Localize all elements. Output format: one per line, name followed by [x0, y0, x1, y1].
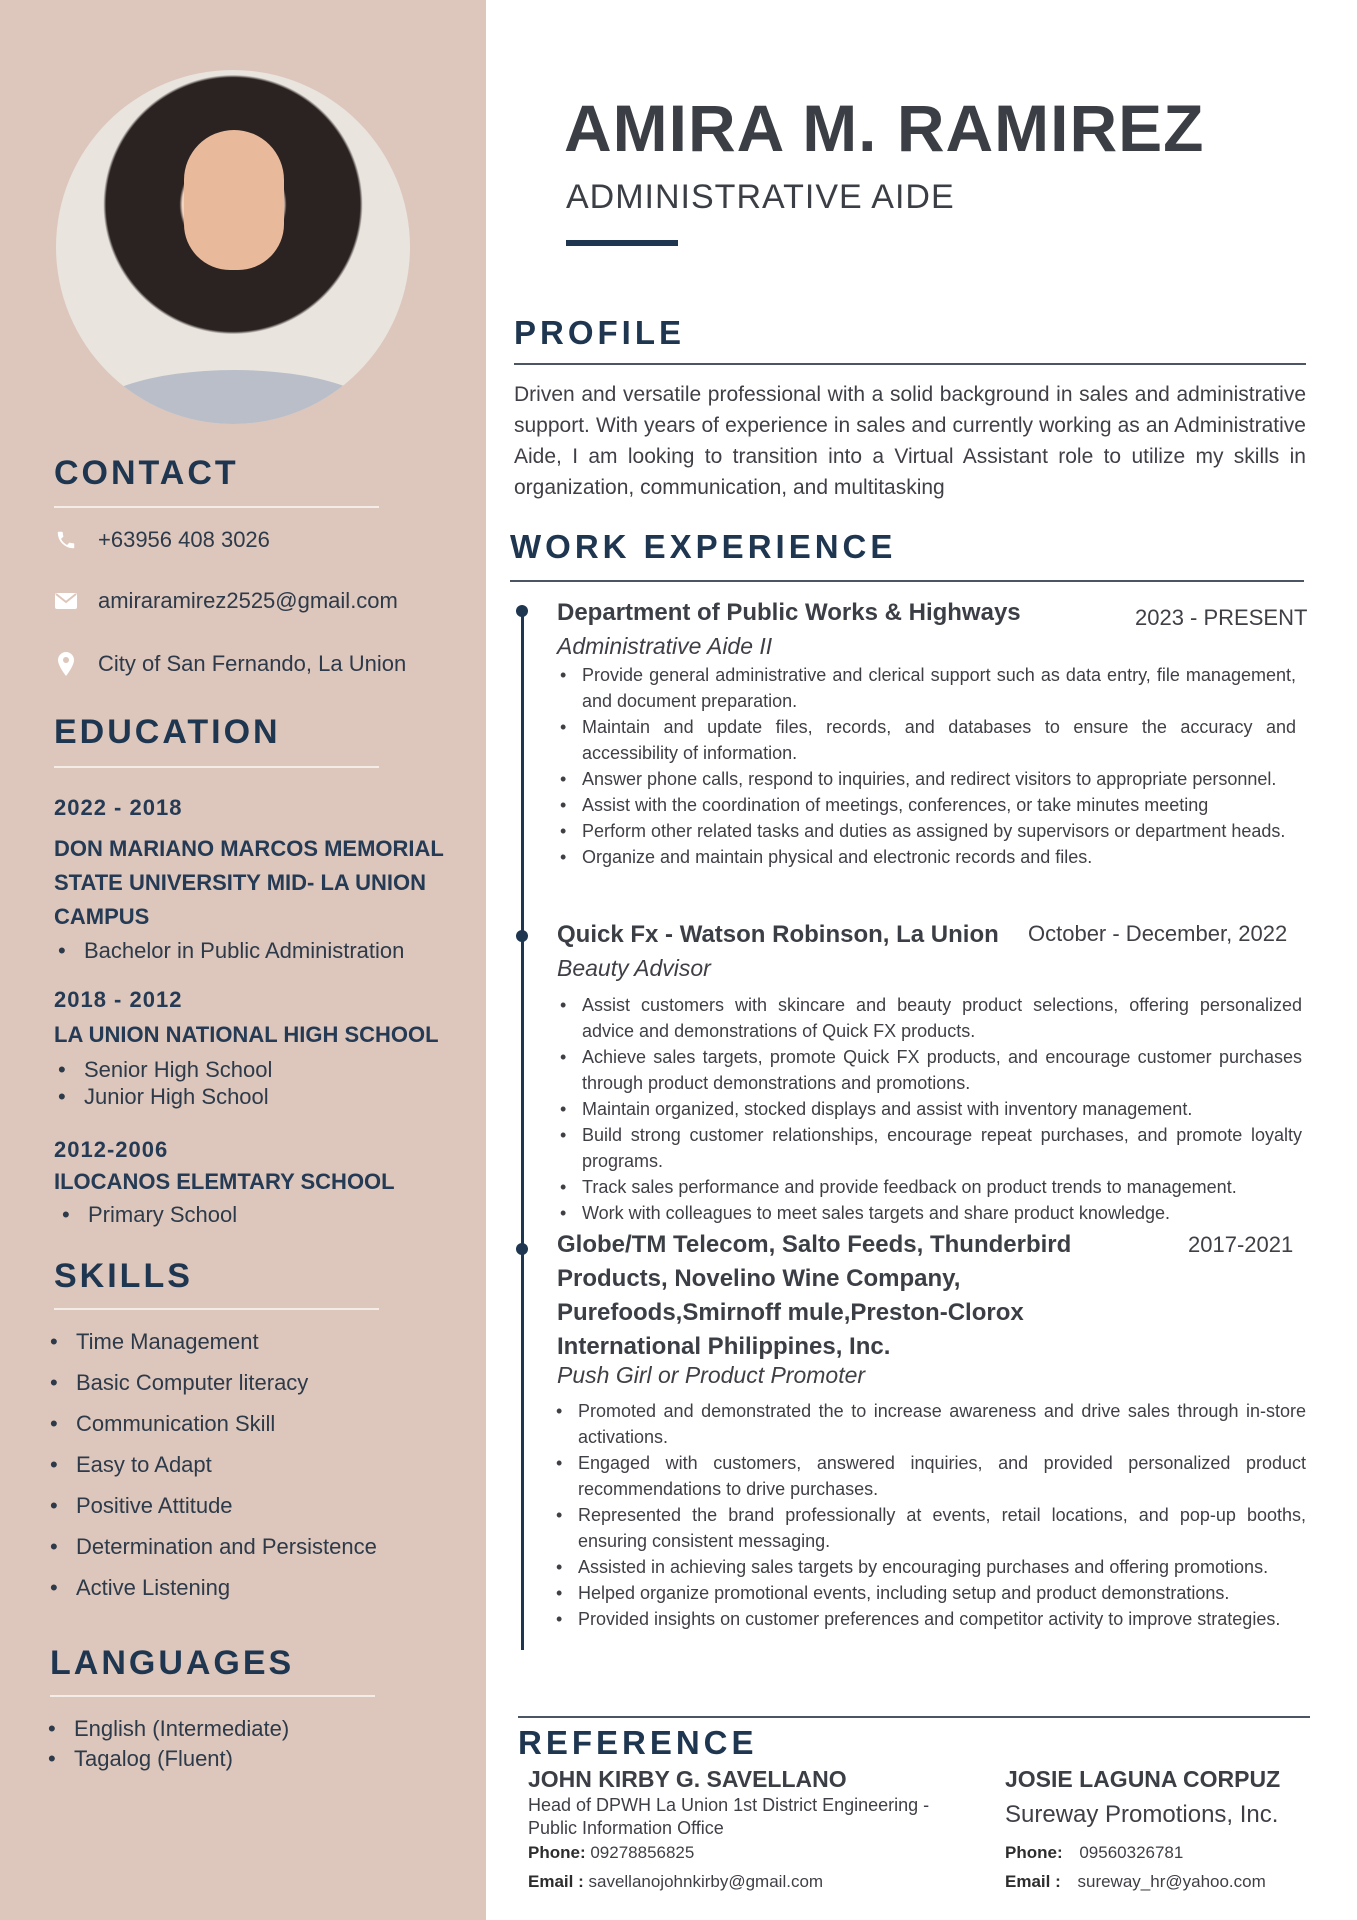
skill-item: • Basic Computer literacy [46, 1367, 466, 1408]
job-date: 2023 - PRESENT [1135, 605, 1308, 630]
job-bullet: • Assisted in achieving sales targets by encouraging purchases and offering promotions. [554, 1554, 1306, 1580]
email-label: Email : [528, 1872, 584, 1891]
skill-item: • Time Management [46, 1326, 466, 1367]
job-role: Administrative Aide II [557, 633, 773, 659]
job-bullet: • Assist with the coordination of meetings, conferences, or take minutes meeting [558, 792, 1296, 818]
job-bullet: • Work with colleagues to meet sales targets and share product knowledge. [558, 1200, 1302, 1226]
contact-address [54, 648, 406, 680]
education-rule [54, 766, 379, 768]
reference-phone[interactable] [1005, 1843, 1183, 1863]
title-underline [566, 240, 678, 246]
job-bullet: • Track sales performance and provide feedback on product trends to management. [558, 1174, 1302, 1200]
job-bullet: • Organize and maintain physical and electronic records and files. [558, 844, 1296, 870]
timeline-dot [516, 1243, 528, 1255]
email-value: sureway_hr@yahoo.com [1077, 1872, 1266, 1891]
photo-face [184, 130, 284, 270]
skills-heading: SKILLS [54, 1257, 193, 1295]
contact-email[interactable] [54, 585, 398, 617]
phone-text: +63956 408 3026 [98, 527, 270, 552]
job-bullet: • Perform other related tasks and duties as assigned by supervisors or department heads. [558, 818, 1296, 844]
education-items [54, 937, 474, 964]
reference-email[interactable] [528, 1872, 823, 1892]
skill-item: • Positive Attitude [46, 1490, 466, 1531]
job-bullet: • Engaged with customers, answered inquiries, and provided personalized product recommendations to drive purchases. [554, 1450, 1306, 1502]
job-company: Quick Fx - Watson Robinson, La Union [557, 921, 999, 948]
job-bullet: • Maintain organized, stocked displays and assist with inventory management. [558, 1096, 1302, 1122]
education-items [54, 1056, 474, 1110]
job-role: Beauty Advisor [557, 955, 711, 981]
education-years: 2018 - 2012 [54, 987, 183, 1012]
job-bullet: • Promoted and demonstrated the to increase awareness and drive sales through in-store activations. [554, 1398, 1306, 1450]
email-icon [54, 589, 78, 613]
skill-item: • Communication Skill [46, 1408, 466, 1449]
work-experience-heading: WORK EXPERIENCE [510, 528, 897, 565]
skill-item: • Determination and Persistence [46, 1531, 466, 1572]
job-bullets [558, 992, 1302, 1226]
profile-heading: PROFILE [514, 314, 686, 351]
job-bullets [554, 1398, 1306, 1632]
phone-icon [54, 528, 78, 552]
reference-heading: REFERENCE [518, 1724, 758, 1761]
reference-email[interactable] [1005, 1872, 1266, 1892]
email-value: savellanojohnkirby@gmail.com [588, 1872, 824, 1891]
education-years: 2022 - 2018 [54, 795, 183, 820]
language-item: • Tagalog (Fluent) [44, 1744, 464, 1774]
job-bullet: • Provide general administrative and clerical support such as data entry, file management, and document preparation. [558, 662, 1296, 714]
languages-list [44, 1714, 464, 1774]
job-bullet: • Build strong customer relationships, encourage repeat purchases, and promote loyalty programs. [558, 1122, 1302, 1174]
education-item: • Primary School [58, 1201, 478, 1228]
job-role: Push Girl or Product Promoter [557, 1362, 866, 1388]
contact-heading: CONTACT [54, 454, 239, 492]
profile-text: Driven and versatile professional with a solid background in sales and administrative support. With years of experience in sales and currently working as an Administrative Aide, I am looking to transition into a Virtual Assistant role to utilize my skills in organization, communication, and multitasking [514, 383, 1306, 499]
education-item: • Bachelor in Public Administration [54, 937, 474, 964]
job-date: 2017-2021 [1188, 1232, 1294, 1257]
job-bullet: • Achieve sales targets, promote Quick FX products, and encourage customer purchases through product demonstrations and promotions. [558, 1044, 1302, 1096]
reference-position: Head of DPWH La Union 1st District Engineering - Public Information Office [528, 1795, 930, 1838]
skill-item: • Easy to Adapt [46, 1449, 466, 1490]
reference-rule [518, 1716, 1310, 1718]
contact-phone[interactable] [54, 524, 270, 556]
job-company: Department of Public Works & Highways [557, 599, 1021, 626]
timeline-dot [516, 930, 528, 942]
education-item: • Junior High School [54, 1083, 474, 1110]
skill-item: • Active Listening [46, 1572, 466, 1613]
reference-name: JOHN KIRBY G. SAVELLANO [528, 1766, 847, 1792]
timeline-dot [516, 605, 528, 617]
education-item: • Senior High School [54, 1056, 474, 1083]
education-years: 2012-2006 [54, 1137, 169, 1162]
reference-position: Sureway Promotions, Inc. [1005, 1801, 1279, 1828]
job-title: ADMINISTRATIVE AIDE [566, 178, 955, 216]
phone-value: 09560326781 [1079, 1843, 1184, 1862]
job-bullet: • Represented the brand professionally at events, retail locations, and pop-up booths, ensuring consistent messaging. [554, 1502, 1306, 1554]
phone-value: 09278856825 [590, 1843, 695, 1862]
timeline-line [521, 606, 524, 1650]
education-items [58, 1201, 478, 1228]
profile-rule [514, 363, 1306, 365]
profile-photo [56, 70, 410, 424]
reference-name: JOSIE LAGUNA CORPUZ [1005, 1766, 1281, 1792]
email-text: amiraramirez2525@gmail.com [98, 588, 398, 613]
job-bullet: • Answer phone calls, respond to inquiries, and redirect visitors to appropriate personnel. [558, 766, 1296, 792]
photo-shirt [84, 370, 384, 424]
phone-label: Phone: [1005, 1843, 1063, 1862]
candidate-name: AMIRA M. RAMIREZ [564, 91, 1205, 165]
languages-rule [50, 1695, 375, 1697]
job-bullet: • Provided insights on customer preferences and competitor activity to improve strategies. [554, 1606, 1306, 1632]
education-school: DON MARIANO MARCOS MEMORIAL STATE UNIVERSITY MID- LA UNION CAMPUS [54, 836, 444, 929]
education-school: LA UNION NATIONAL HIGH SCHOOL [54, 1022, 439, 1047]
contact-rule [54, 506, 379, 508]
job-bullets [558, 662, 1296, 870]
job-bullet: • Helped organize promotional events, including setup and product demonstrations. [554, 1580, 1306, 1606]
work-experience-rule [510, 580, 1304, 582]
skills-list [46, 1326, 466, 1613]
education-heading: EDUCATION [54, 713, 281, 751]
languages-heading: LANGUAGES [50, 1644, 295, 1682]
job-bullet: • Assist customers with skincare and beauty product selections, offering personalized advice and demonstrations of Quick FX products. [558, 992, 1302, 1044]
phone-label: Phone: [528, 1843, 586, 1862]
reference-phone[interactable] [528, 1843, 694, 1863]
job-date: October - December, 2022 [1028, 921, 1288, 946]
address-text: City of San Fernando, La Union [98, 651, 407, 676]
language-item: • English (Intermediate) [44, 1714, 464, 1744]
job-company: Globe/TM Telecom, Salto Feeds, Thunderbird Products, Novelino Wine Company, Purefoods,Smirnoff mule,Preston-Clorox International Philippines, Inc. [557, 1231, 1072, 1360]
email-label: Email : [1005, 1872, 1061, 1891]
job-bullet: • Maintain and update files, records, and databases to ensure the accuracy and accessibility of information. [558, 714, 1296, 766]
skills-rule [54, 1308, 379, 1310]
location-pin-icon [54, 652, 78, 676]
education-school: ILOCANOS ELEMTARY SCHOOL [54, 1169, 395, 1194]
